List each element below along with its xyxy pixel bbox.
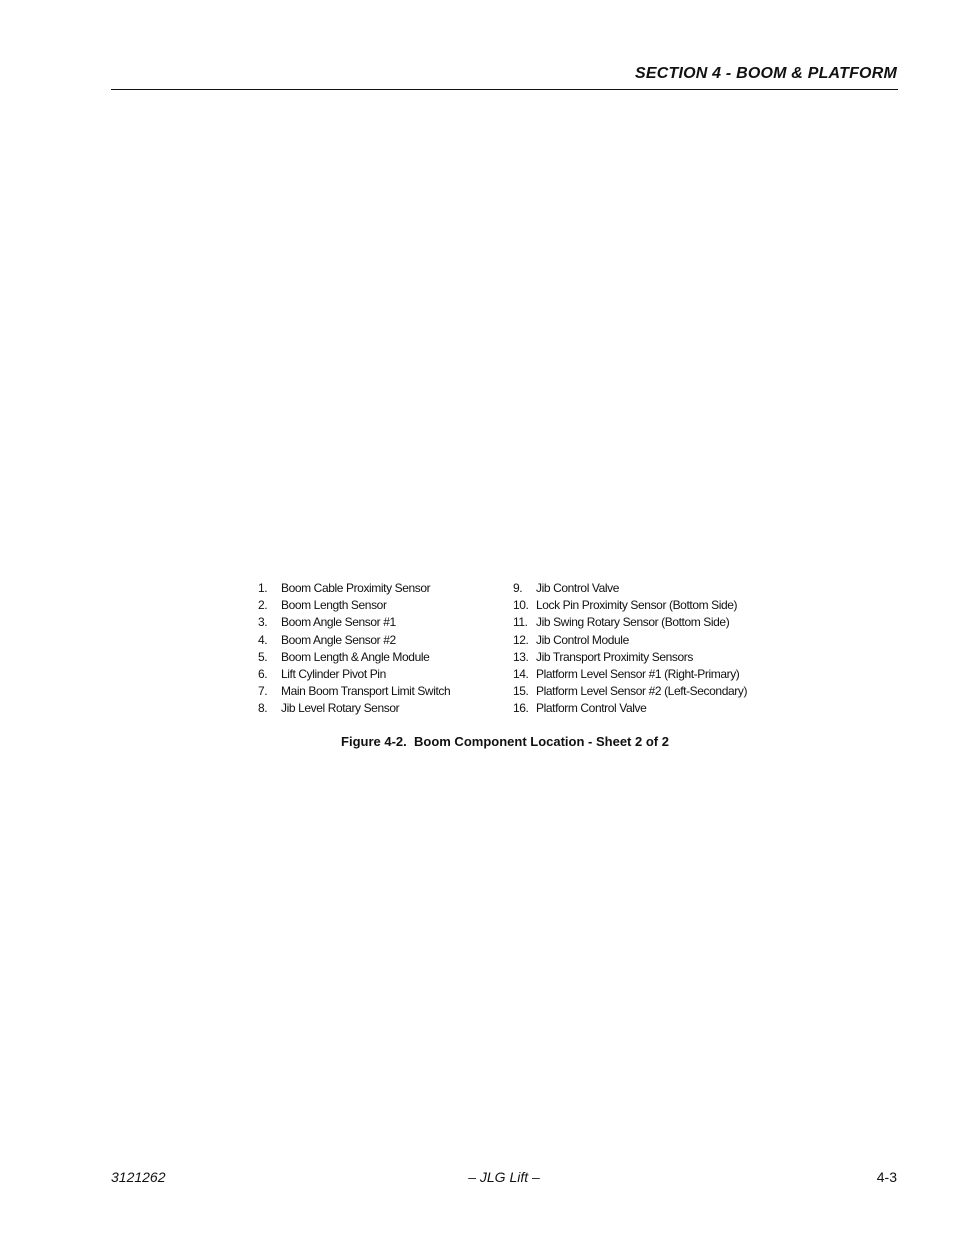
legend-item-label: Jib Transport Proximity Sensors xyxy=(536,649,693,664)
legend-item-number: 2. xyxy=(258,598,268,613)
legend-item-label: Platform Level Sensor #2 (Left-Secondary) xyxy=(536,684,748,699)
section-title: SECTION 4 - BOOM & PLATFORM xyxy=(635,65,897,82)
legend-item xyxy=(513,649,747,666)
legend-item xyxy=(258,632,450,649)
footer-page-number: 4-3 xyxy=(876,1169,897,1185)
legend-item xyxy=(513,632,747,649)
legend-item-label: Boom Cable Proximity Sensor xyxy=(281,581,431,595)
legend-item-label: Jib Control Module xyxy=(536,632,629,647)
legend-item-number: 6. xyxy=(258,666,268,681)
legend-item xyxy=(258,649,450,666)
legend-item xyxy=(513,666,747,683)
legend-item-label: Main Boom Transport Limit Switch xyxy=(281,684,451,699)
legend-item-number: 10. xyxy=(513,598,529,613)
legend-item-label: Jib Swing Rotary Sensor (Bottom Side) xyxy=(536,615,730,630)
legend-item-label: Boom Length & Angle Module xyxy=(281,649,430,664)
legend-item-label: Lock Pin Proximity Sensor (Bottom Side) xyxy=(536,598,738,613)
legend-item xyxy=(258,580,450,597)
legend-item-label: Boom Length Sensor xyxy=(281,598,387,613)
legend-item-label: Platform Level Sensor #1 (Right-Primary) xyxy=(536,666,740,681)
legend-item-number: 9. xyxy=(513,581,523,595)
legend-item xyxy=(513,580,747,597)
legend-item-label: Lift Cylinder Pivot Pin xyxy=(281,666,386,681)
legend-item-number: 3. xyxy=(258,615,268,630)
legend-item-number: 14. xyxy=(513,666,529,681)
legend-item-number: 7. xyxy=(258,684,268,699)
legend-item-number: 15. xyxy=(513,684,529,699)
legend-item-number: 16. xyxy=(513,701,529,716)
header-divider xyxy=(111,89,898,90)
legend-column-right xyxy=(513,580,747,718)
footer-publisher: – JLG Lift – xyxy=(468,1169,540,1185)
legend-item xyxy=(258,597,450,614)
legend-column-left xyxy=(258,580,450,718)
legend-item-number: 8. xyxy=(258,701,268,716)
legend-item-label: Boom Angle Sensor #1 xyxy=(281,615,396,630)
legend-item xyxy=(513,597,747,614)
legend-item-number: 5. xyxy=(258,649,268,664)
legend-item-number: 11. xyxy=(513,615,528,630)
legend-item xyxy=(258,614,450,631)
legend-item-number: 1. xyxy=(258,581,268,595)
legend-item-label: Jib Control Valve xyxy=(536,581,620,595)
footer-doc-number: 3121262 xyxy=(111,1169,166,1185)
legend-item xyxy=(258,666,450,683)
legend-item-label: Boom Angle Sensor #2 xyxy=(281,632,396,647)
legend-item-label: Platform Control Valve xyxy=(536,701,647,716)
legend-item-number: 12. xyxy=(513,632,529,647)
legend-item xyxy=(513,614,747,631)
legend-item-number: 4. xyxy=(258,632,268,647)
legend-item xyxy=(513,683,747,700)
legend-item-label: Jib Level Rotary Sensor xyxy=(281,701,400,716)
legend-item xyxy=(258,700,450,717)
legend-item xyxy=(258,683,450,700)
figure-caption: Figure 4-2. Boom Component Location - Sheet 2 of 2 xyxy=(341,734,669,749)
legend-item-number: 13. xyxy=(513,649,529,664)
component-legend xyxy=(258,580,778,720)
legend-item xyxy=(513,700,747,717)
